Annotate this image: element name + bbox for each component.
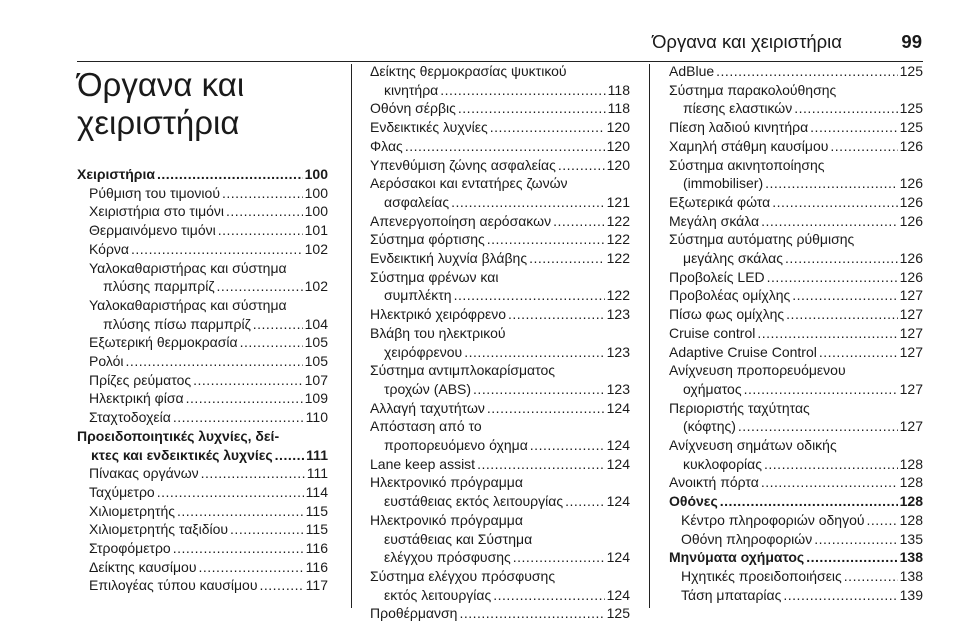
toc-entry-text: Προειδοποιητικές λυχνίες, δεί- (77, 427, 280, 444)
toc-entry-text: (immobiliser) (683, 175, 764, 192)
dot-leader (810, 118, 897, 137)
dot-leader (785, 249, 898, 268)
dot-leader (558, 156, 605, 175)
toc-page-number: 115 (305, 502, 328, 519)
toc-page-number: 127 (899, 380, 923, 397)
dot-leader (131, 240, 303, 259)
toc-page-number: 124 (606, 586, 630, 603)
toc-entry-text: εκτός λειτουργίας (384, 586, 492, 603)
toc-page-number: 125 (899, 119, 923, 136)
toc-entry-text: Μεγάλη σκάλα (669, 212, 760, 229)
toc-entry-text: Υαλοκαθαριστήρας και σύστημα (89, 259, 287, 276)
toc-page-number: 100 (304, 203, 328, 220)
dot-leader (783, 586, 897, 605)
toc-entry (77, 221, 328, 240)
toc-entry (370, 361, 630, 398)
dot-leader (259, 576, 303, 595)
toc-entry-text: Σύστημα φόρτισης (370, 231, 485, 248)
toc-entry (370, 455, 630, 474)
dot-leader (253, 315, 303, 334)
toc-entry-text: Προθέρμανση (370, 605, 458, 622)
toc-page-number: 124 (606, 493, 630, 510)
dot-leader (490, 118, 605, 137)
dot-leader (275, 446, 305, 465)
toc-entry-text: Πίνακας οργάνων (89, 465, 199, 482)
dot-leader (473, 380, 605, 399)
dot-leader (458, 99, 606, 118)
toc-entry-text: Οθόνες (669, 493, 718, 510)
dot-leader (764, 455, 898, 474)
toc-page-number: 102 (304, 278, 328, 295)
toc-page-number: 107 (304, 371, 328, 388)
dot-leader (765, 174, 898, 193)
toc-entry (77, 296, 328, 333)
toc-entry (370, 62, 630, 99)
toc-entry (370, 604, 630, 623)
toc-entry-text: Απενεργοποίηση αερόσακων (370, 212, 552, 229)
toc-entry (77, 184, 328, 203)
dot-leader (487, 230, 605, 249)
toc-entry-text: Μηνύματα οχήματος (669, 549, 805, 566)
toc-entry (669, 586, 923, 605)
toc-section-entry (77, 427, 328, 464)
toc-column-1 (77, 165, 328, 595)
toc-entry-text: Εξωτερική θερμοκρασία (89, 334, 238, 351)
toc-entry (669, 137, 923, 156)
toc-entry-text: Οθόνη σέρβις (370, 100, 456, 117)
toc-page-number: 138 (899, 567, 923, 584)
toc-entry-text: Πίσω φως ομίχλης (669, 306, 785, 323)
toc-entry-text: Σύστημα αυτόματης ρύθμισης (669, 231, 855, 248)
dot-leader (230, 520, 304, 539)
toc-entry (370, 118, 630, 137)
dot-leader (177, 502, 304, 521)
dot-leader (240, 333, 303, 352)
dot-leader (226, 202, 303, 221)
toc-page-number: 105 (304, 334, 328, 351)
toc-entry-text: Ηλεκτρικό χειρόφρενο (370, 306, 506, 323)
toc-entry-text: Ενδεικτική λυχνία βλάβης (370, 250, 528, 267)
toc-page-number: 114 (305, 483, 328, 500)
toc-entry (669, 212, 923, 231)
dot-leader (716, 62, 897, 81)
toc-entry (77, 464, 328, 483)
toc-entry-text: Δείκτης θερμοκρασίας ψυκτικού (370, 63, 567, 79)
toc-entry-text: Πρίζες ρεύματος (89, 371, 192, 388)
toc-page-number: 122 (606, 231, 630, 248)
toc-entry-text: Ταχύμετρο (89, 483, 155, 500)
toc-entry (669, 567, 923, 586)
toc-entry (669, 230, 923, 267)
toc-entry-text: Προβολείς LED (669, 268, 765, 285)
toc-entry-text: Σταχτοδοχεία (89, 409, 171, 426)
toc-page-number: 126 (899, 137, 923, 154)
toc-entry-text: ευστάθειας εκτός λειτουργίας (384, 493, 564, 510)
toc-entry-text: πλύσης πίσω παρμπρίζ (103, 315, 251, 332)
toc-page-number: 126 (899, 175, 923, 192)
toc-entry-text: Φλας (370, 137, 403, 154)
dot-leader (744, 380, 898, 399)
toc-entry-text: Αερόσακοι και εντατήρες ζωνών (370, 175, 568, 192)
toc-entry (370, 567, 630, 604)
dot-leader (530, 436, 605, 455)
toc-entry-text: ευστάθειας και Σύστημα (384, 530, 533, 547)
toc-entry-text: Αλλαγή ταχυτήτων (370, 399, 485, 416)
dot-leader (761, 212, 898, 231)
toc-page-number: 128 (899, 455, 923, 472)
toc-entry (669, 81, 923, 118)
toc-page-number: 127 (899, 306, 923, 323)
toc-entry-text: Lane keep assist (370, 455, 476, 472)
dot-leader (173, 539, 304, 558)
column-divider-2 (649, 64, 650, 608)
toc-entry (370, 473, 630, 510)
dot-leader (867, 511, 898, 530)
toc-entry-text: Επιλογέας τύπου καυσίμου (89, 577, 258, 594)
toc-entry (669, 399, 923, 436)
toc-entry (370, 156, 630, 175)
toc-entry-text: μεγάλης σκάλας (683, 250, 784, 267)
toc-entry (669, 268, 923, 287)
toc-page-number: 117 (305, 577, 328, 594)
toc-page-number: 122 (606, 287, 630, 304)
toc-page-number: 118 (607, 81, 630, 98)
toc-page-number: 120 (606, 156, 630, 173)
dot-leader (199, 558, 304, 577)
toc-entry (77, 520, 328, 539)
toc-entry (370, 417, 630, 454)
toc-entry (77, 202, 328, 221)
toc-page-number: 125 (606, 605, 630, 622)
toc-page-number: 127 (899, 418, 923, 435)
toc-entry (77, 483, 328, 502)
toc-entry (669, 361, 923, 398)
toc-entry (669, 305, 923, 324)
toc-entry-text: προπορευόμενο όχημα (384, 437, 528, 454)
toc-page-number: 125 (899, 63, 923, 79)
toc-entry-text: Adaptive Cruise Control (669, 343, 817, 360)
toc-entry-text: Κόρνα (89, 240, 130, 257)
toc-entry-text: ασφαλείας (384, 193, 450, 210)
toc-entry (669, 286, 923, 305)
toc-page-number: 126 (899, 212, 923, 229)
toc-section-entry (77, 165, 328, 184)
toc-entry (370, 230, 630, 249)
toc-entry (370, 399, 630, 418)
dot-leader (806, 548, 897, 567)
toc-entry-text: Ανίχνευση σημάτων οδικής (669, 437, 837, 454)
toc-entry-text: Σύστημα ακινητοποίησης (669, 156, 825, 173)
toc-entry-text: Ρύθμιση του τιμονιού (89, 184, 220, 201)
dot-leader (454, 286, 605, 305)
toc-entry (669, 324, 923, 343)
toc-entry-text: Προβολέας ομίχλης (669, 287, 791, 304)
toc-entry-text: AdBlue (669, 63, 715, 79)
toc-page-number: 111 (306, 446, 328, 463)
toc-page-number: 109 (304, 390, 328, 407)
toc-entry (669, 436, 923, 473)
toc-page-number: 110 (305, 409, 328, 426)
toc-entry-text: πλύσης παρμπρίζ (103, 278, 215, 295)
toc-entry-text: Χιλιομετρητής ταξιδίου (89, 521, 229, 538)
toc-page-number: 125 (899, 100, 923, 117)
toc-page-number: 127 (899, 343, 923, 360)
toc-page-number: 111 (306, 465, 328, 482)
toc-entry (669, 530, 923, 549)
toc-page-number: 120 (606, 137, 630, 154)
toc-entry-text: Cruise control (669, 324, 756, 341)
toc-entry-text: Εξωτερικά φώτα (669, 193, 771, 210)
toc-entry (77, 371, 328, 390)
dot-leader (819, 343, 898, 362)
toc-entry-text: οχήματος (683, 380, 742, 397)
toc-page-number: 116 (305, 558, 328, 575)
toc-entry (77, 240, 328, 259)
toc-entry (669, 62, 923, 81)
toc-page-number: 127 (899, 287, 923, 304)
toc-entry (77, 408, 328, 427)
toc-entry (669, 193, 923, 212)
toc-entry (77, 539, 328, 558)
toc-entry (370, 99, 630, 118)
dot-leader (157, 483, 304, 502)
dot-leader (440, 81, 605, 100)
toc-entry-text: Χαμηλή στάθμη καυσίμου (669, 137, 829, 154)
toc-page-number: 102 (304, 240, 328, 257)
dot-leader (830, 137, 897, 156)
dot-leader (193, 371, 303, 390)
dot-leader (761, 473, 898, 492)
toc-entry-text: Ηλεκτρική φίσα (89, 390, 184, 407)
toc-entry (370, 324, 630, 361)
toc-entry-text: κτες και ενδεικτικές λυχνίες (91, 446, 273, 463)
toc-entry (370, 305, 630, 324)
dot-leader (772, 193, 897, 212)
dot-leader (186, 389, 303, 408)
toc-page-number: 115 (305, 521, 328, 538)
toc-entry-text: χειρόφρενου (384, 343, 463, 360)
toc-page-number: 123 (606, 380, 630, 397)
toc-page-number: 127 (899, 324, 923, 341)
dot-leader (792, 286, 897, 305)
toc-entry (77, 333, 328, 352)
dot-leader (222, 184, 303, 203)
toc-page-number: 123 (606, 343, 630, 360)
dot-leader (477, 455, 605, 474)
dot-leader (201, 464, 305, 483)
running-header (0, 30, 960, 54)
dot-leader (126, 352, 303, 371)
toc-entry-text: Βλάβη του ηλεκτρικού (370, 324, 506, 341)
toc-section-entry (669, 548, 923, 567)
toc-entry-text: Τάση μπαταρίας (681, 586, 782, 603)
dot-leader (720, 492, 898, 511)
page-number: 99 (901, 31, 922, 52)
toc-page-number: 123 (606, 306, 630, 323)
column-divider-1 (351, 64, 352, 608)
dot-leader (464, 343, 604, 362)
toc-page-number: 124 (606, 549, 630, 566)
toc-page-number: 128 (899, 493, 923, 510)
dot-leader (844, 567, 898, 586)
dot-leader (553, 212, 605, 231)
toc-entry-text: Θερμαινόμενο τιμόνι (89, 222, 216, 239)
toc-entry (77, 558, 328, 577)
toc-page-number: 126 (899, 268, 923, 285)
toc-entry-text: Σύστημα αντιμπλοκαρίσματος (370, 362, 556, 379)
toc-entry (370, 174, 630, 211)
toc-entry-text: Ανοικτή πόρτα (669, 474, 759, 491)
dot-leader (173, 408, 304, 427)
toc-entry-text: Ενδεικτικές λυχνίες (370, 119, 488, 136)
toc-entry-text: κυκλοφορίας (683, 455, 763, 472)
toc-page-number: 101 (304, 222, 328, 239)
dot-leader (405, 137, 605, 156)
dot-leader (814, 530, 897, 549)
dot-leader (565, 492, 605, 511)
dot-leader (157, 165, 303, 184)
dot-leader (529, 249, 605, 268)
toc-entry (669, 473, 923, 492)
toc-page-number: 122 (606, 250, 630, 267)
toc-entry (370, 511, 630, 567)
toc-entry-text: Χειριστήρια (77, 166, 155, 182)
toc-entry-text: Περιοριστής ταχύτητας (669, 399, 810, 416)
dot-leader (757, 324, 897, 343)
toc-page-number: 135 (899, 530, 923, 547)
toc-entry-text: Πίεση λαδιού κινητήρα (669, 119, 809, 136)
toc-entry (669, 343, 923, 362)
toc-page-number: 138 (899, 549, 923, 566)
toc-entry-text: Ρολόι (89, 353, 124, 370)
toc-page-number: 118 (607, 100, 630, 117)
toc-entry-text: Υπενθύμιση ζώνης ασφαλείας (370, 156, 556, 173)
toc-page-number: 124 (606, 437, 630, 454)
toc-page-number: 128 (899, 474, 923, 491)
toc-entry-text: Κέντρο πληροφοριών οδηγού (681, 511, 865, 528)
toc-entry-text: κινητήρα (384, 81, 439, 98)
toc-page-number: 139 (899, 586, 923, 603)
toc-entry (669, 118, 923, 137)
toc-entry-text: Ηχητικές προειδοποιήσεις (681, 567, 842, 584)
toc-page-number: 122 (606, 212, 630, 229)
dot-leader (451, 193, 605, 212)
toc-page-number: 120 (606, 119, 630, 136)
toc-page-number: 124 (606, 399, 630, 416)
dot-leader (487, 399, 605, 418)
toc-page-number: 124 (606, 455, 630, 472)
toc-page-number: 121 (606, 193, 630, 210)
toc-page-number: 126 (899, 193, 923, 210)
toc-entry-text: Στροφόμετρο (89, 540, 171, 557)
toc-entry-text: τροχών (ABS) (384, 380, 472, 397)
running-header-title: Όργανα και χειριστήρια (652, 31, 842, 52)
toc-entry (370, 268, 630, 305)
toc-column-3 (669, 62, 923, 604)
toc-page-number: 100 (304, 166, 328, 182)
toc-entry-text: Σύστημα φρένων και (370, 268, 499, 285)
toc-entry-text: Χειριστήρια στο τιμόνι (89, 203, 225, 220)
toc-entry-text: Ηλεκτρονικό πρόγραμμα (370, 474, 523, 491)
dot-leader (513, 548, 605, 567)
toc-entry-text: Ανίχνευση προπορευόμενου (669, 362, 846, 379)
dot-leader (217, 277, 303, 296)
dot-leader (738, 417, 898, 436)
toc-page-number: 128 (899, 511, 923, 528)
toc-entry-text: Υαλοκαθαριστήρας και σύστημα (89, 296, 287, 313)
toc-column-2 (370, 62, 630, 623)
toc-entry-text: Σύστημα παρακολούθησης (669, 81, 837, 98)
toc-page-number: 126 (899, 250, 923, 267)
toc-entry (370, 212, 630, 231)
toc-entry (77, 352, 328, 371)
toc-entry (77, 259, 328, 296)
toc-page-number: 104 (304, 315, 328, 332)
dot-leader (786, 305, 897, 324)
toc-entry-text: Απόσταση από το (370, 418, 482, 435)
toc-entry-text: Δείκτης καυσίμου (89, 558, 197, 575)
toc-page-number: 116 (305, 540, 328, 557)
toc-entry-text: (κόφτης) (683, 418, 736, 435)
toc-entry-text: Ηλεκτρονικό πρόγραμμα (370, 511, 523, 528)
toc-entry (669, 511, 923, 530)
dot-leader (794, 99, 897, 118)
toc-entry (77, 576, 328, 595)
toc-entry (370, 137, 630, 156)
dot-leader (459, 604, 604, 623)
toc-entry-text: ελέγχου πρόσφυσης (384, 549, 511, 566)
dot-leader (493, 586, 604, 605)
dot-leader (767, 268, 898, 287)
chapter-title: Όργανα και χειριστήρια (77, 66, 245, 141)
toc-entry-text: συμπλέκτη (384, 287, 452, 304)
toc-entry-text: Σύστημα ελέγχου πρόσφυσης (370, 567, 556, 584)
toc-page-number: 105 (304, 353, 328, 370)
toc-entry-text: Οθόνη πληροφοριών (681, 530, 813, 547)
dot-leader (508, 305, 605, 324)
toc-entry-text: Χιλιομετρητής (89, 502, 175, 519)
dot-leader (218, 221, 303, 240)
toc-entry (370, 249, 630, 268)
toc-entry (77, 502, 328, 521)
toc-page-number: 100 (304, 184, 328, 201)
toc-entry-text: πίεσης ελαστικών (683, 100, 793, 117)
toc-entry (77, 389, 328, 408)
toc-entry (669, 156, 923, 193)
toc-section-entry (669, 492, 923, 511)
